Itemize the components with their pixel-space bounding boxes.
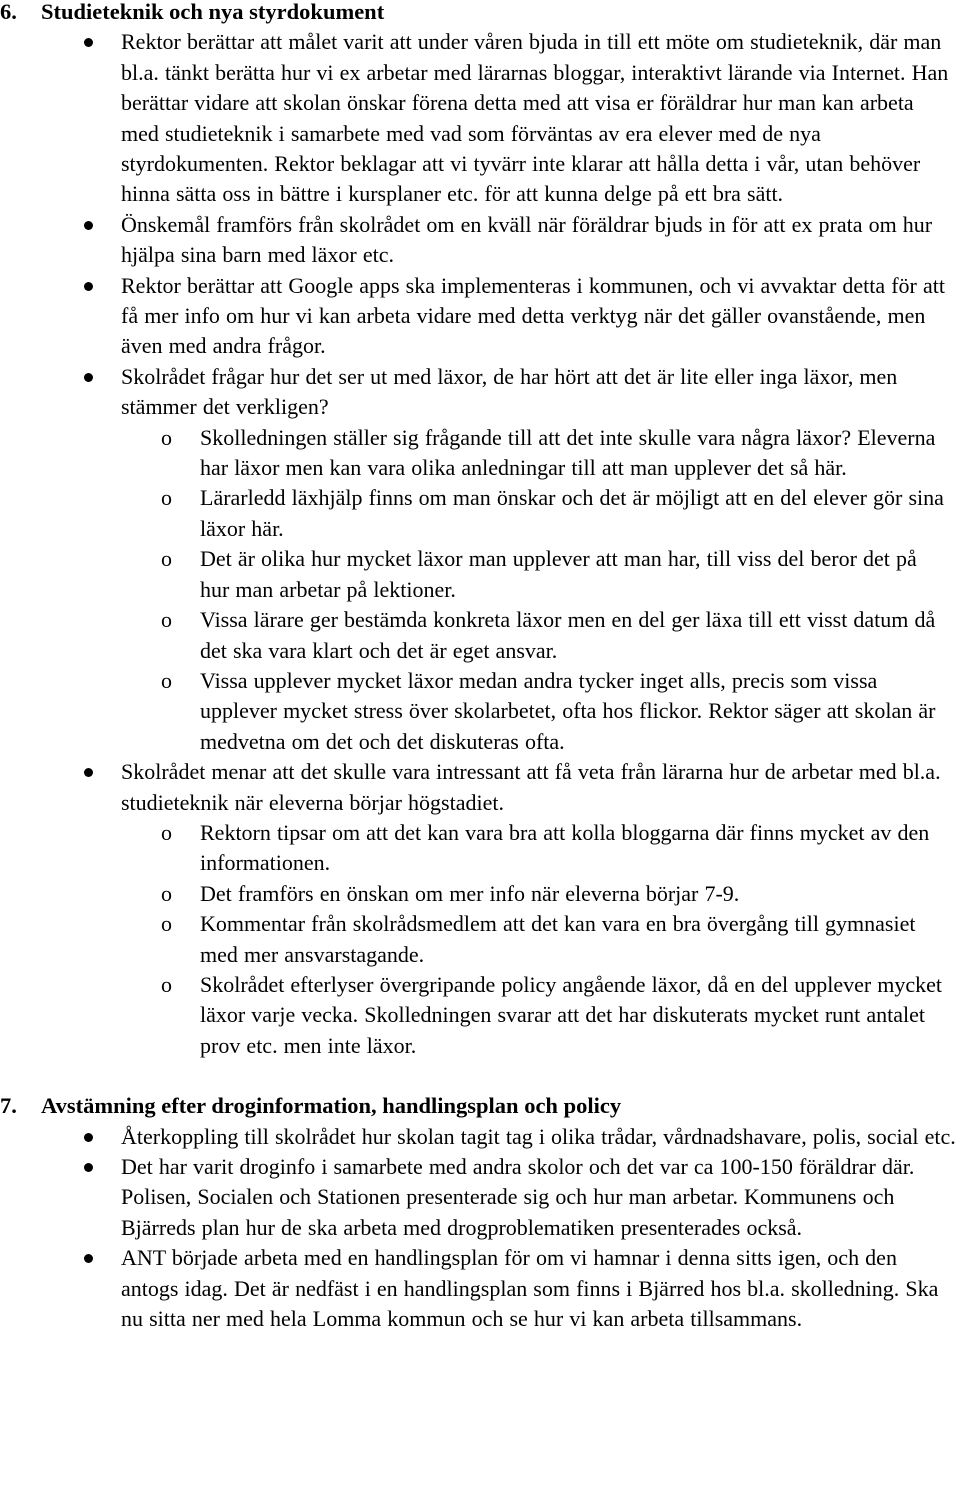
section-heading bbox=[0, 0, 960, 27]
sub-bullet-icon: o bbox=[161, 819, 172, 845]
bullet-icon bbox=[84, 373, 93, 382]
sub-bullet-icon: o bbox=[161, 485, 172, 511]
list-item bbox=[0, 757, 960, 1061]
sub-list-item bbox=[121, 818, 956, 879]
bullet-icon bbox=[84, 282, 93, 291]
bullet-list bbox=[0, 1122, 960, 1335]
bullet-icon bbox=[84, 1163, 93, 1172]
list-item bbox=[0, 362, 960, 757]
sub-bullet-icon: o bbox=[161, 667, 172, 693]
bullet-text: Önskemål framförs från skolrådet om en kväll när föräldrar bjuds in för att ex prata om hur hjälpa sina barn med läxor etc. bbox=[121, 211, 933, 268]
sub-bullet-icon: o bbox=[161, 607, 172, 633]
sub-list-item bbox=[121, 909, 956, 970]
sub-bullet-text: Vissa upplever mycket läxor medan andra tycker inget alls, precis som vissa upplever mycket stress över skolarbetet, ofta hos flickor. Rektor säger att skolan är medvetna om det och det diskuteras ofta. bbox=[200, 667, 936, 754]
bullet-icon bbox=[84, 1133, 93, 1142]
sub-list-item bbox=[121, 605, 956, 666]
sub-bullet-text: Lärarledd läxhjälp finns om man önskar och det är möjligt att en del elever gör sina läxor här. bbox=[200, 485, 944, 541]
sub-list bbox=[121, 818, 956, 1061]
list-item bbox=[0, 1152, 960, 1243]
list-item bbox=[0, 27, 960, 209]
bullet-text: ANT började arbeta med en handlingsplan för om vi hamnar i denna sitts igen, och den antogs idag. Det är nedfäst i en handlingsplan som finns i Bjärred hos bl.a. skolledning. Ska nu sitta ner med hela Lomma kommun och se hur vi kan arbeta tillsammans. bbox=[121, 1245, 939, 1332]
bullet-text: Rektor berättar att målet varit att under våren bjuda in till ett möte om studieteknik, där man bl.a. tänkt berätta hur vi ex arbetar med lärarnas bloggar, interaktivt lärande via Internet. Han berättar vidare att skolan önskar förena detta med att visa er föräldrar hur man kan arbeta med studieteknik i samarbete med vad som förväntas av era elever med de nya styrdokumenten. Rektor beklagar att vi tyvärr inte klarar att hålla detta i vår, utan behöver hinna sätta oss in bättre i kursplaner etc. för att kunna delge på ett bra sätt. bbox=[121, 29, 949, 207]
sub-bullet-text: Det framförs en önskan om mer info när eleverna börjar 7-9. bbox=[200, 880, 740, 906]
section-7 bbox=[0, 1091, 960, 1334]
sub-bullet-icon: o bbox=[161, 880, 172, 906]
sub-bullet-icon: o bbox=[161, 971, 172, 997]
list-item bbox=[0, 210, 960, 271]
section-title: Avstämning efter droginformation, handlingsplan och policy bbox=[41, 1093, 622, 1119]
sub-bullet-text: Rektorn tipsar om att det kan vara bra att kolla bloggarna där finns mycket av den informationen. bbox=[200, 819, 930, 876]
sub-bullet-icon: o bbox=[161, 546, 172, 572]
section-title: Studieteknik och nya styrdokument bbox=[41, 0, 385, 24]
list-item bbox=[0, 1122, 960, 1152]
sub-list-item bbox=[121, 544, 956, 605]
bullet-list bbox=[0, 27, 960, 1061]
sub-bullet-text: Kommentar från skolrådsmedlem att det kan vara en bra övergång till gymnasiet med mer ansvarstagande. bbox=[200, 911, 916, 967]
bullet-icon bbox=[84, 1254, 93, 1263]
bullet-text: Det har varit droginfo i samarbete med andra skolor och det var ca 100-150 föräldrar där. Polisen, Socialen och Stationen presenterade sig och hur man arbetar. Kommunens och Bjärreds plan hur de ska arbeta med drogproblematiken presenterades också. bbox=[121, 1154, 915, 1240]
bullet-text: Återkoppling till skolrådet hur skolan tagit tag i olika trådar, vårdnadshavare, polis, social etc. bbox=[121, 1123, 956, 1149]
bullet-text: Skolrådet menar att det skulle vara intressant att få veta från lärarna hur de arbetar med bl.a. studieteknik när eleverna börjar högstadiet. bbox=[121, 759, 941, 815]
sub-list-item bbox=[121, 483, 956, 544]
sub-bullet-text: Skolledningen ställer sig frågande till att det inte skulle vara några läxor? Eleverna har läxor men kan vara olika anledningar till att man upplever det så här. bbox=[200, 424, 936, 481]
bullet-icon bbox=[84, 38, 93, 47]
sub-list bbox=[121, 423, 956, 757]
sub-bullet-text: Vissa lärare ger bestämda konkreta läxor men en del ger läxa till ett visst datum då det ska vara klart och det är eget ansvar. bbox=[200, 607, 936, 663]
sub-list-item bbox=[121, 879, 956, 909]
list-item bbox=[0, 1243, 960, 1334]
section-heading bbox=[0, 1091, 960, 1121]
sub-list-item bbox=[121, 666, 956, 757]
sub-bullet-text: Det är olika hur mycket läxor man upplever att man har, till viss del beror det på hur man arbetar på lektioner. bbox=[200, 546, 917, 602]
section-number: 6. bbox=[0, 0, 17, 24]
sub-list-item bbox=[121, 970, 956, 1061]
bullet-icon bbox=[84, 221, 93, 230]
bullet-text: Skolrådet frågar hur det ser ut med läxor, de har hört att det är lite eller inga läxor, men stämmer det verkligen? bbox=[121, 363, 898, 420]
bullet-text: Rektor berättar att Google apps ska implementeras i kommunen, och vi avvaktar detta för att få mer info om hur vi kan arbeta vidare med detta verktyg när det gäller ovanstående, men även med andra frågor. bbox=[121, 272, 945, 359]
sub-bullet-text: Skolrådet efterlyser övergripande policy angående läxor, då en del upplever mycket läxor varje vecka. Skolledningen svarar att det har diskuterats mycket runt antalet prov etc. men inte läxor. bbox=[200, 971, 943, 1058]
section-number: 7. bbox=[0, 1093, 17, 1119]
list-item bbox=[0, 271, 960, 362]
sub-bullet-icon: o bbox=[161, 424, 172, 450]
sub-list-item bbox=[121, 423, 956, 484]
bullet-icon bbox=[84, 768, 93, 777]
sub-bullet-icon: o bbox=[161, 911, 172, 937]
